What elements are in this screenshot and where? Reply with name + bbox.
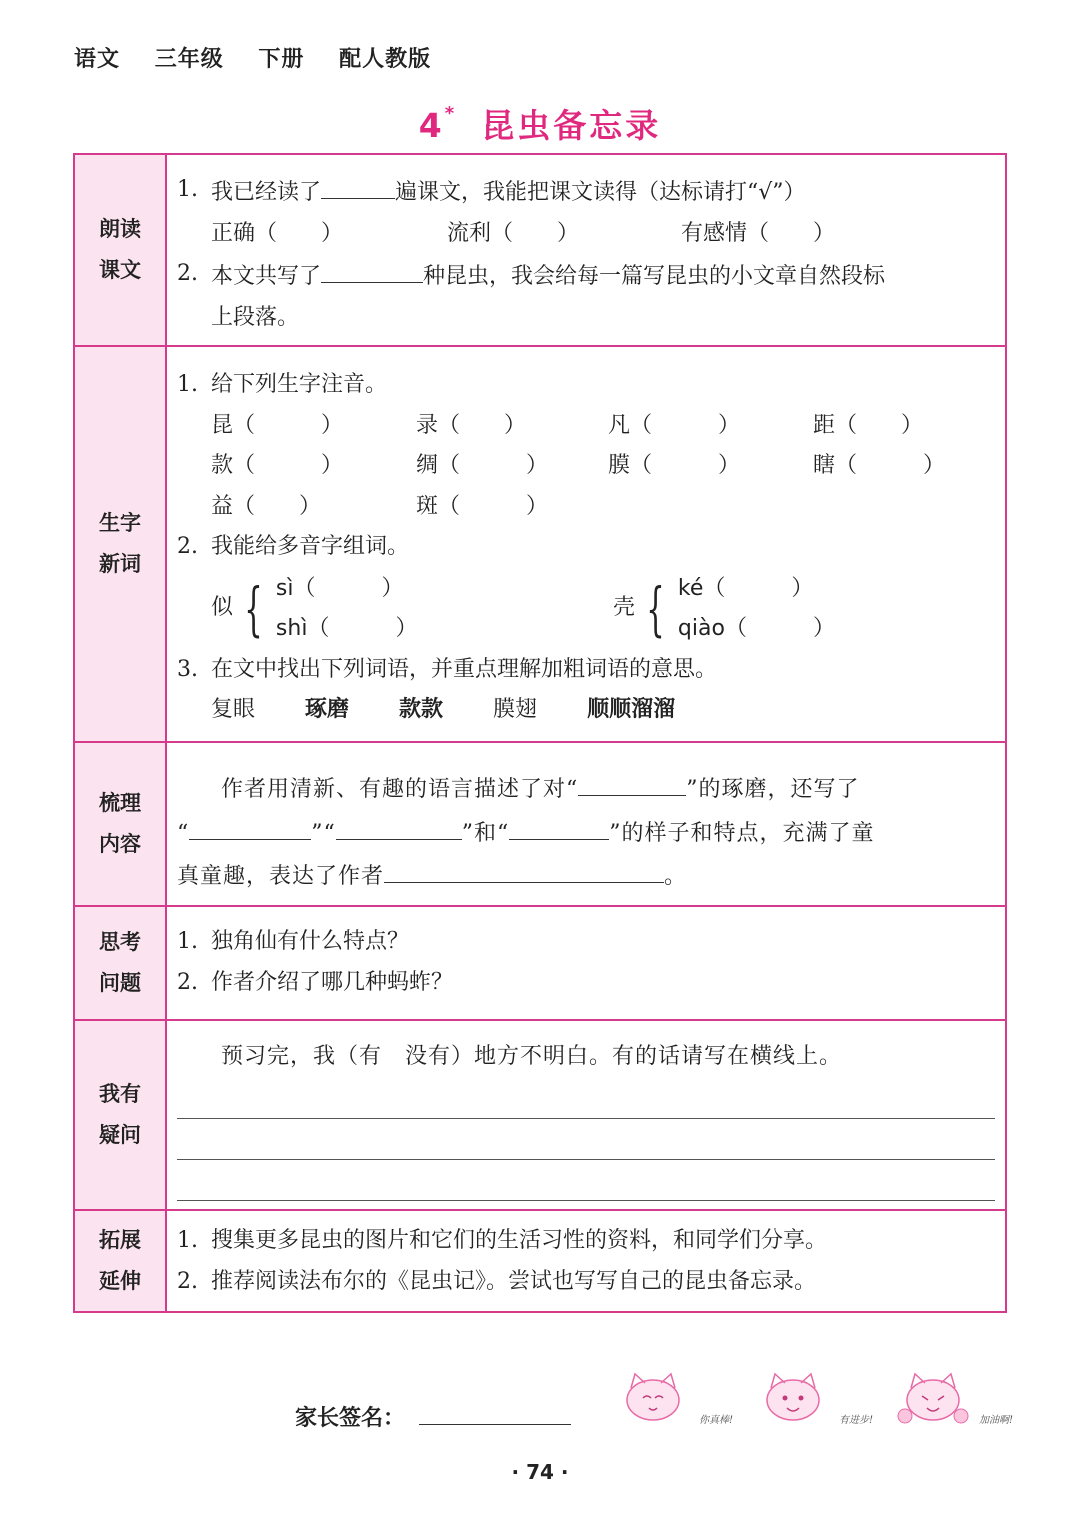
write-line[interactable] [177, 1119, 995, 1160]
polyphone-si: 似 { sì（ ） shì（ ） [211, 574, 418, 643]
insect-count-blank[interactable] [321, 254, 423, 283]
lesson-mark: * [444, 103, 458, 124]
sticker-progress[interactable]: 有进步! [755, 1368, 873, 1428]
section-label: 拓展 延伸 [74, 1210, 166, 1312]
section-label: 思考 问题 [74, 906, 166, 1020]
question-1: 1. 独角仙有什么特点？ [177, 929, 410, 954]
book-header [74, 42, 457, 73]
doubt-prompt: 预习完，我（有 没有）地方不明白。有的话请写在横线上。 [221, 1044, 843, 1069]
section-content [166, 1210, 1006, 1312]
section-content [166, 154, 1006, 346]
section-think [74, 906, 1006, 1020]
section-content [166, 346, 1006, 742]
summary-paragraph: 作者用清新、有趣的语言描述了对“ ”的琢磨，还写了 [177, 767, 995, 811]
question-2: 2. 推荐阅读法布尔的《昆虫记》。尝试也写写自己的昆虫备忘录。 [177, 1268, 817, 1294]
section-content [166, 906, 1006, 1020]
question-2-cont: 上段落。 [211, 304, 300, 330]
option-fluent[interactable]: 流利（ ） [447, 220, 580, 246]
word-item: 复眼 [211, 697, 256, 722]
section-doubt [74, 1020, 1006, 1210]
question-2: 2. 本文共写了 种昆虫，我会给每一篇写昆虫的小文章自然段标 [177, 254, 995, 298]
question-3: 3. 在文中找出下列词语，并重点理解加粗词语的意思。 [177, 656, 718, 682]
char-item[interactable]: 益（ ） [211, 493, 322, 519]
char-row-2 [177, 446, 995, 487]
sticker-cheer[interactable]: 加油啊! [895, 1368, 1013, 1428]
reading-count-blank[interactable] [321, 170, 395, 199]
question-2: 2. 我能给多音字组词。 [177, 534, 410, 559]
grade: 三年级 [154, 47, 224, 72]
char-item[interactable]: 款（ ） [211, 453, 344, 478]
section-label: 生字 新词 [74, 346, 166, 742]
char-item[interactable]: 昆（ ） [211, 412, 344, 438]
question-1: 1. 给下列生字注音。 [177, 372, 388, 397]
subject: 语文 [74, 47, 121, 72]
section-extend [74, 1210, 1006, 1312]
fill-blank[interactable] [336, 811, 462, 840]
char-item[interactable]: 凡（ ） [608, 412, 741, 438]
fill-blank[interactable] [189, 811, 311, 840]
lesson-number: 4 [418, 106, 445, 145]
question-2: 2. 作者介绍了哪几种蚂蚱？ [177, 969, 454, 995]
question-1: 1. 搜集更多昆虫的图片和它们的生活习性的资料，和同学们分享。 [177, 1228, 828, 1253]
char-item[interactable]: 膜（ ） [608, 453, 741, 478]
lesson-title [0, 100, 1080, 147]
edition: 配人教版 [339, 47, 432, 72]
signature-blank[interactable] [419, 1396, 571, 1425]
section-chars [74, 346, 1006, 742]
volume: 下册 [258, 47, 305, 72]
reading-options [177, 214, 995, 255]
char-item[interactable]: 斑（ ） [416, 493, 549, 519]
polyphone-ke: 壳 { ké（ ） qiào（ ） [613, 574, 835, 643]
section-read [74, 154, 1006, 346]
worksheet-table [73, 153, 1007, 1313]
char-item[interactable]: 瞎（ ） [813, 453, 946, 478]
fill-blank[interactable] [578, 767, 686, 796]
option-correct[interactable]: 正确（ ） [211, 220, 344, 246]
section-summary [74, 742, 1006, 906]
char-item[interactable]: 绸（ ） [416, 453, 549, 478]
lesson-name: 昆虫备忘录 [481, 106, 662, 145]
section-label: 我有 疑问 [74, 1020, 166, 1210]
char-item[interactable]: 距（ ） [813, 412, 924, 438]
word-item: 膜翅 [493, 697, 538, 722]
write-line[interactable] [177, 1078, 995, 1119]
char-row-1 [177, 406, 995, 447]
question-1: 1. 我已经读了 遍课文，我能把课文读得（达标请打“√”） [177, 170, 995, 214]
section-label: 朗读 课文 [74, 154, 166, 346]
section-content [166, 742, 1006, 906]
signature-label: 家长签名： [295, 1406, 406, 1431]
fill-blank[interactable] [509, 811, 609, 840]
word-item-bold: 顺顺溜溜 [587, 697, 676, 722]
summary-line-3: 真童趣，表达了作者 。 [177, 854, 995, 898]
section-label: 梳理 内容 [74, 742, 166, 906]
word-item-bold: 款款 [399, 697, 444, 722]
polyphone-row [177, 568, 995, 650]
option-emotion[interactable]: 有感情（ ） [681, 220, 836, 246]
summary-line-2: “ ”“ ”和“ ”的样子和特点，充满了童 [177, 811, 995, 855]
write-line[interactable] [177, 1160, 995, 1201]
fill-blank[interactable] [384, 854, 664, 883]
sticker-great[interactable]: 你真棒! [615, 1368, 733, 1428]
reward-stickers [615, 1368, 1013, 1428]
parent-signature [295, 1396, 571, 1432]
word-list [177, 690, 995, 731]
char-row-3 [177, 487, 995, 528]
word-item-bold: 琢磨 [305, 697, 350, 722]
section-content [166, 1020, 1006, 1210]
page-number: · 74 · [511, 1460, 569, 1484]
char-item[interactable]: 录（ ） [416, 412, 527, 438]
